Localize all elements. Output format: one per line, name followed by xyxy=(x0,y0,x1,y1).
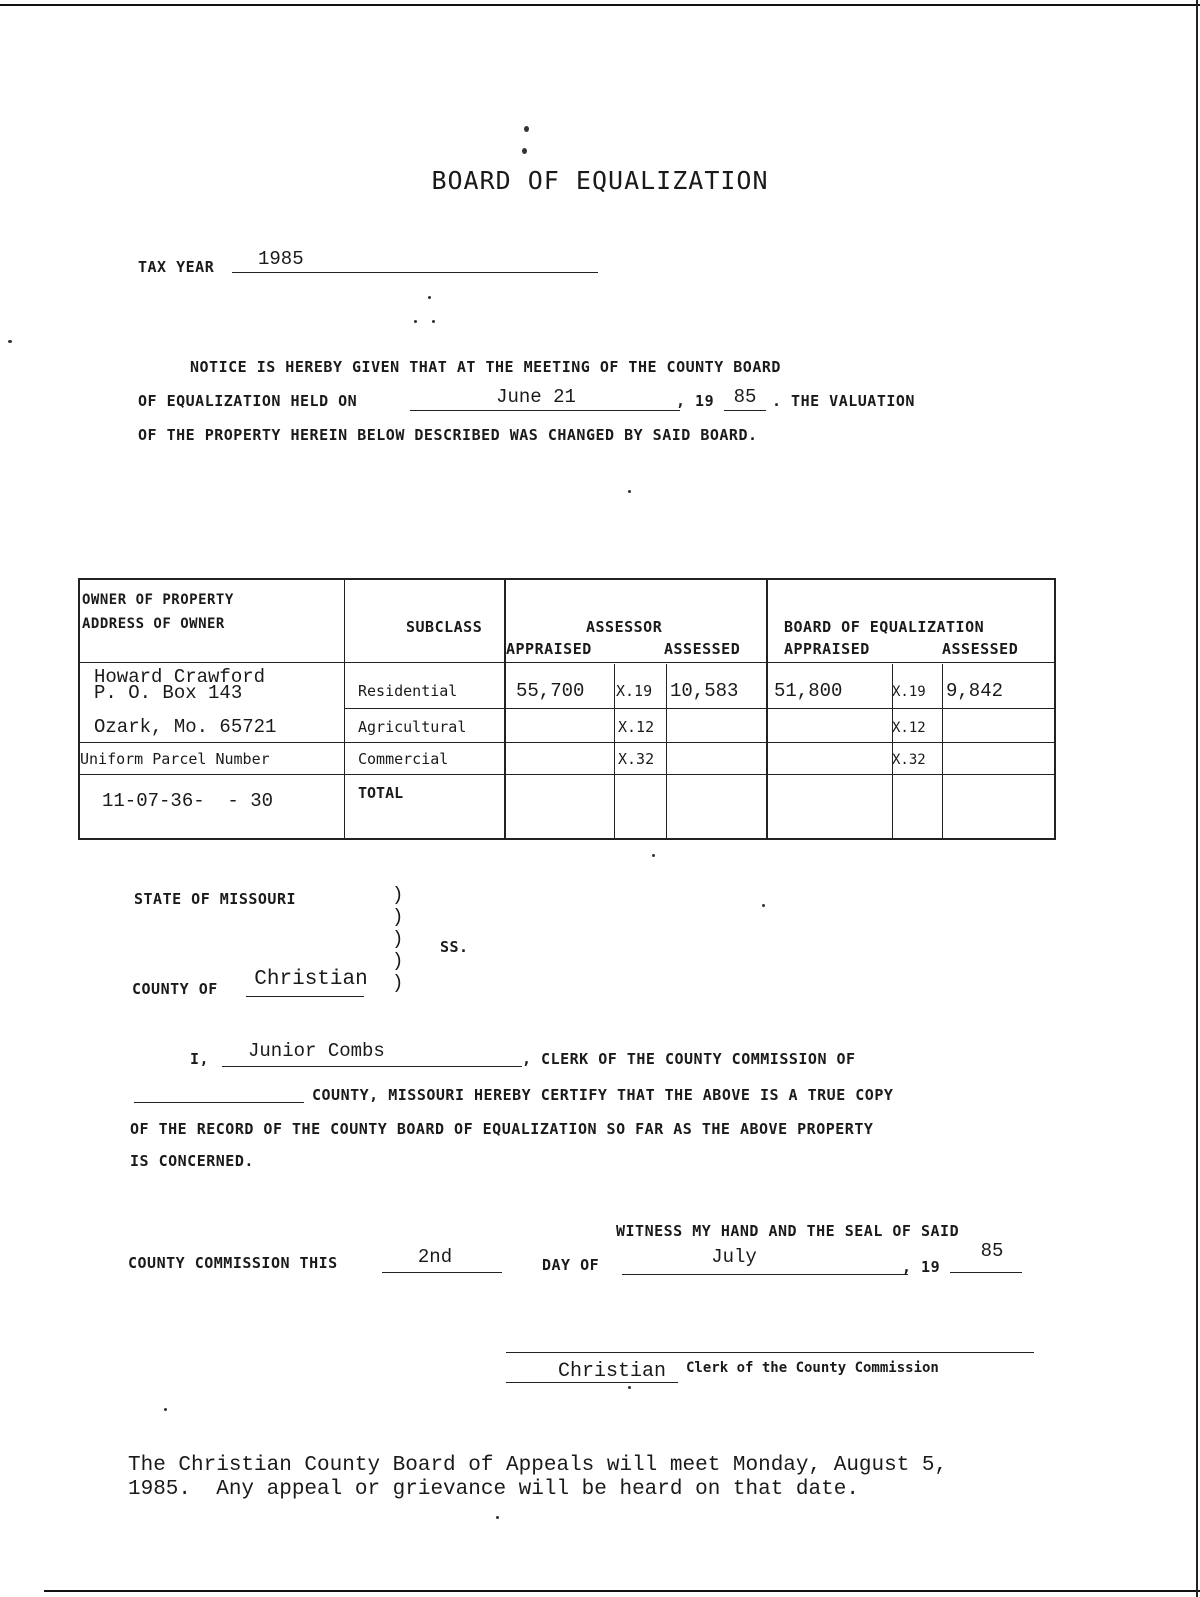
paren: ) xyxy=(392,906,404,928)
scan-right-edge xyxy=(1196,0,1198,1597)
speck xyxy=(414,320,417,323)
speck xyxy=(428,296,431,299)
row-rate: X.19 xyxy=(892,684,926,700)
assessor-appraised-header: APPRAISED xyxy=(506,640,592,658)
document-title: BOARD OF EQUALIZATION xyxy=(431,166,769,195)
witness-day: 2nd xyxy=(417,1246,453,1268)
witness-day-of: DAY OF xyxy=(542,1256,600,1274)
appeals-notice-line-2: 1985. Any appeal or grievance will be heard on that date. xyxy=(128,1478,859,1501)
parcel-number: 11-07-36- - 30 xyxy=(102,790,274,812)
tax-year-value: 1985 xyxy=(258,248,304,270)
certify-line-3: OF THE RECORD OF THE COUNTY BOARD OF EQUALIZATION SO FAR AS THE ABOVE PROPERTY xyxy=(130,1120,874,1138)
scan-top-edge xyxy=(0,4,1200,6)
clerk-name: Junior Combs xyxy=(248,1040,385,1062)
owner-name: Howard Crawford xyxy=(94,666,266,688)
table-divider xyxy=(766,580,768,838)
signature-line xyxy=(506,1352,1034,1353)
tax-year-underline xyxy=(232,272,598,273)
notice-line-2-suffix: . THE VALUATION xyxy=(772,392,915,410)
table-divider xyxy=(614,664,615,838)
speck xyxy=(8,340,12,343)
appeals-notice-line-1: The Christian County Board of Appeals will meet Monday, August 5, xyxy=(128,1454,948,1477)
paren: ) xyxy=(392,950,404,972)
table-rule xyxy=(80,774,1054,775)
total-label: TOTAL xyxy=(358,784,404,802)
witness-month-underline xyxy=(622,1274,908,1275)
paren: ) xyxy=(392,972,404,994)
ss-label: SS. xyxy=(440,938,469,956)
witness-prefix: COUNTY COMMISSION THIS xyxy=(128,1254,338,1272)
county-underline xyxy=(246,996,364,997)
speck xyxy=(496,1516,499,1519)
assessor-header: ASSESSOR xyxy=(586,618,663,636)
speck xyxy=(628,1386,631,1389)
owner-header: OWNER OF PROPERTY xyxy=(82,592,234,608)
table-divider xyxy=(666,664,667,838)
signature-county: Christian xyxy=(558,1360,667,1383)
assessor-assessed-header: ASSESSED xyxy=(664,640,741,658)
table-rule xyxy=(80,742,1054,743)
speck xyxy=(164,1408,167,1411)
assessor-appraised-value: 55,700 xyxy=(516,680,585,702)
notice-year-prefix: , 19 xyxy=(676,392,715,410)
table-rule xyxy=(344,708,1054,709)
notice-line-3: OF THE PROPERTY HEREIN BELOW DESCRIBED WAS CHANGED BY SAID BOARD. xyxy=(138,426,758,444)
address-header: ADDRESS OF OWNER xyxy=(82,616,225,632)
certify-line-2: COUNTY, MISSOURI HEREBY CERTIFY THAT THE ABOVE IS A TRUE COPY xyxy=(312,1086,894,1104)
notice-line-1: NOTICE IS HEREBY GIVEN THAT AT THE MEETING OF THE COUNTY BOARD xyxy=(190,358,781,376)
tax-year-label: TAX YEAR xyxy=(138,258,215,276)
board-assessed-value: 9,842 xyxy=(946,680,1004,702)
witness-year-underline xyxy=(950,1272,1022,1273)
owner-address-2: Ozark, Mo. 65721 xyxy=(94,716,277,738)
certify-i: I, xyxy=(190,1050,210,1068)
table-divider xyxy=(942,664,943,838)
property-valuation-table xyxy=(78,578,1056,840)
assessor-assessed-value: 10,583 xyxy=(670,680,739,702)
row-subclass: Residential xyxy=(358,682,458,700)
notice-date-underline xyxy=(410,410,680,411)
certify-line-1: , CLERK OF THE COUNTY COMMISSION OF xyxy=(522,1050,856,1068)
owner-address-1: P. O. Box 143 xyxy=(94,682,243,704)
witness-year: 85 xyxy=(980,1240,1004,1262)
subclass-header: SUBCLASS xyxy=(406,618,483,636)
speck xyxy=(524,126,529,132)
county-label: COUNTY OF xyxy=(132,980,218,998)
board-appraised-header: APPRAISED xyxy=(784,640,870,658)
table-divider xyxy=(344,580,345,838)
state-label: STATE OF MISSOURI xyxy=(134,890,297,908)
speck xyxy=(628,490,631,493)
county-value: Christian xyxy=(254,968,368,991)
notice-year-underline xyxy=(724,410,766,411)
witness-line-1: WITNESS MY HAND AND THE SEAL OF SAID xyxy=(616,1222,960,1240)
witness-day-underline xyxy=(382,1272,502,1273)
row-subclass: Agricultural xyxy=(358,718,467,736)
table-divider xyxy=(504,580,506,838)
notice-year: 85 xyxy=(733,386,757,408)
parcel-label: Uniform Parcel Number xyxy=(80,750,270,768)
county-blank-underline xyxy=(134,1102,304,1103)
row-rate: X.19 xyxy=(616,682,653,700)
speck xyxy=(432,320,435,323)
notice-date: June 21 xyxy=(496,386,576,408)
clerk-name-underline xyxy=(222,1066,522,1067)
speck xyxy=(522,148,527,154)
speck xyxy=(762,904,765,907)
paren: ) xyxy=(392,884,404,906)
notice-line-2-prefix: OF EQUALIZATION HELD ON xyxy=(138,392,358,410)
witness-year-prefix: , 19 xyxy=(902,1258,941,1276)
board-assessed-header: ASSESSED xyxy=(942,640,1019,658)
witness-month: July xyxy=(711,1246,757,1268)
board-header: BOARD OF EQUALIZATION xyxy=(784,618,985,636)
paren: ) xyxy=(392,928,404,950)
speck xyxy=(652,854,655,857)
row-rate: X.12 xyxy=(618,718,655,736)
table-rule xyxy=(80,662,1054,663)
row-subclass: Commercial xyxy=(358,750,449,768)
row-rate: X.12 xyxy=(892,720,926,736)
row-rate: X.32 xyxy=(892,752,926,768)
row-rate: X.32 xyxy=(618,750,655,768)
board-appraised-value: 51,800 xyxy=(774,680,843,702)
signature-title: Clerk of the County Commission xyxy=(686,1360,939,1376)
certify-line-4: IS CONCERNED. xyxy=(130,1152,254,1170)
scan-bottom-edge xyxy=(44,1590,1200,1592)
